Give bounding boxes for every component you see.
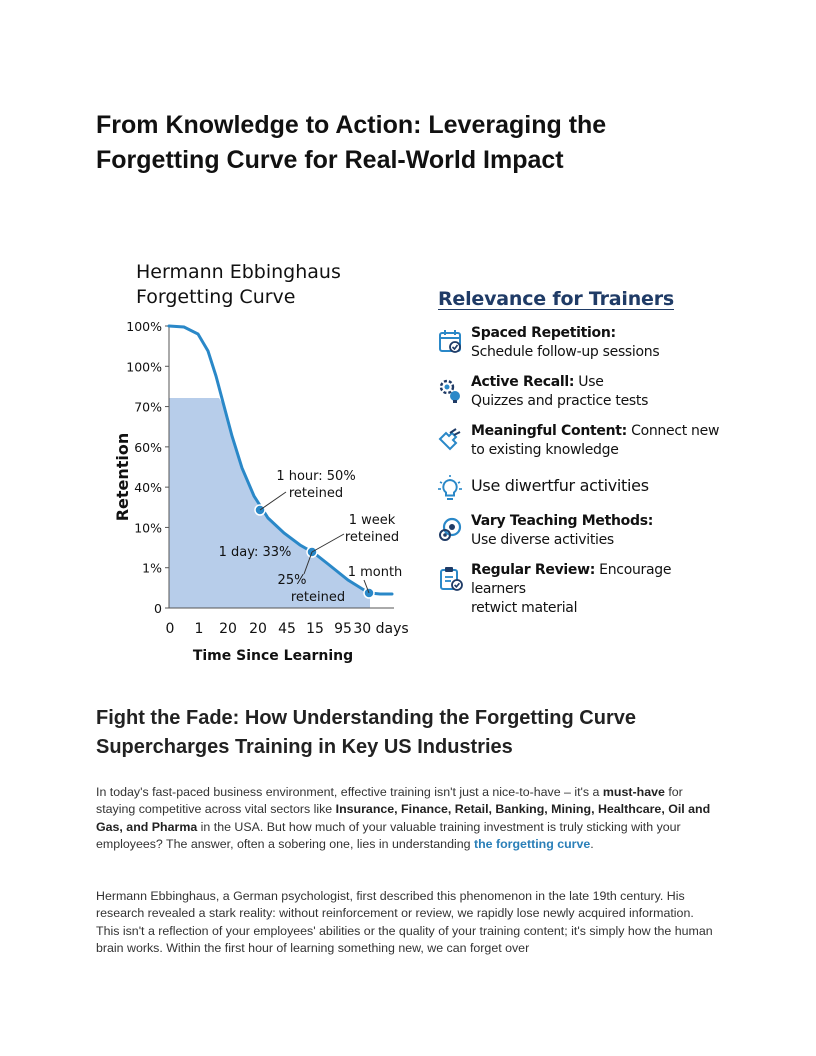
x-axis-label: Time Since Learning: [192, 648, 354, 664]
text-segment: in the USA. But how much of your valuable training investment is truly sticking with your employees? The answer, often a sobering one, lies in understanding: [96, 819, 681, 852]
y-tick-label: 40%: [134, 480, 162, 496]
leader-line: [260, 492, 286, 510]
trainers-panel: [436, 288, 726, 629]
x-tick-label: 20: [219, 621, 237, 637]
tip-line2: Schedule follow-up sessions: [471, 344, 660, 360]
tip-line1: [471, 512, 726, 531]
tip-line1: [471, 422, 726, 441]
tip-heading: Vary Teaching Methods:: [471, 513, 654, 529]
chart-title-line1: Hermann Ebbinghaus: [136, 261, 341, 283]
annotation-label: reteined: [290, 590, 346, 605]
y-tick-label: 100%: [126, 359, 162, 375]
y-tick-label: 60%: [134, 439, 162, 455]
gear-lightbulb-icon: [436, 376, 464, 404]
tips-list: [436, 324, 726, 618]
y-tick-label: 70%: [134, 399, 162, 415]
annotation-label: reteined: [344, 530, 400, 545]
y-tick-label: 10%: [134, 520, 162, 536]
tip-item: [436, 512, 726, 550]
x-tick-label: 95: [334, 621, 352, 637]
page-title: From Knowledge to Action: Leveraging the Forgetting Curve for Real-World Impact: [96, 111, 607, 174]
y-tick-label: 0: [154, 601, 162, 616]
text-segment: In today's fast-paced business environment, effective training isn't just a nice-to-have – it's a: [96, 785, 603, 799]
person-gears-icon: [436, 515, 464, 543]
lightbulb-icon: [436, 474, 464, 502]
tip-text: [471, 422, 726, 460]
tip-text: [471, 373, 726, 411]
annotation-label: 1 month: [347, 565, 403, 580]
tip-line2: Use diverse activities: [471, 532, 614, 548]
forgetting-curve-infographic: [108, 196, 724, 674]
y-tick-label: 100%: [126, 319, 162, 334]
tip-rest: Encourage learners: [471, 562, 672, 597]
tip-heading: Regular Review:: [471, 562, 596, 578]
annotation-label: 1 week: [348, 513, 396, 528]
x-tick-label: 0: [165, 621, 175, 637]
tip-line2: to existing knowledge: [471, 442, 619, 458]
tip-heading: Spaced Repetition:: [471, 325, 616, 341]
y-tick-label: 1%: [142, 560, 162, 576]
text-segment: .: [590, 837, 594, 852]
annotation-label: 1 hour: 50%: [276, 469, 356, 484]
forgetting-curve-chart: [108, 196, 428, 674]
tip-line1: [471, 324, 726, 343]
leader-line: [312, 534, 344, 552]
annotation-label: 1 day: 33%: [218, 545, 292, 560]
tip-text: [471, 324, 726, 362]
y-axis-label: Retention: [113, 432, 132, 522]
annotation-label: 25%: [277, 573, 307, 588]
tip-text: [471, 512, 726, 550]
tip-item: [436, 561, 726, 618]
tip-rest: Connect new: [626, 423, 720, 439]
bold-segment: must-have: [602, 785, 665, 799]
puzzle-hand-icon: [436, 425, 464, 453]
x-tick-label: 15: [306, 621, 324, 637]
industries-list: Insurance, Finance, Retail, Banking, Mining, Healthcare, Oil and Gas, and Pharma: [96, 802, 711, 834]
tip-item: [436, 471, 726, 501]
intro-paragraph: [96, 784, 720, 854]
chart-title-line2: Forgetting Curve: [136, 286, 296, 308]
tip-rest: Use diwertfur activities: [471, 476, 649, 495]
tip-line1: [471, 561, 726, 599]
annotation-label: reteined: [288, 486, 344, 501]
tip-text: [471, 561, 726, 618]
tip-line1: [471, 476, 726, 497]
tip-item: [436, 373, 726, 411]
tip-text: [471, 471, 726, 497]
forgetting-curve-link[interactable]: the forgetting curve: [473, 837, 591, 852]
x-tick-label: 1: [194, 621, 204, 637]
tip-line2: Quizzes and practice tests: [471, 393, 649, 409]
section-heading: Fight the Fade: How Understanding the Forgetting Curve Supercharges Training in Key US Industries: [96, 707, 636, 758]
clipboard-check-icon: [436, 564, 464, 592]
ebbinghaus-paragraph: Hermann Ebbinghaus, a German psychologist, first described this phenomenon in the late 19th century. His research revealed a stark reality: without reinforcement or review, we rapidly lose newly acquired information. This isn't a reflection of your employees' abilities or the quality of your training content; it's simply how the human brain works. Within the first hour of learning something new, we can forget over: [96, 889, 713, 956]
text-segment: for staying competitive across vital sectors like: [96, 785, 683, 817]
calendar-icon: [436, 327, 464, 355]
tip-rest: Use: [574, 374, 604, 390]
tip-line2: retwict material: [471, 600, 578, 616]
tip-heading: Meaningful Content:: [471, 423, 627, 439]
tip-item: [436, 422, 726, 460]
x-tick-label: 45: [278, 621, 296, 637]
x-tick-label: 30 days: [353, 621, 409, 637]
panel-title: Relevance for Trainers: [438, 288, 674, 310]
tip-heading: Active Recall:: [471, 374, 575, 390]
tip-item: [436, 324, 726, 362]
tip-line1: [471, 373, 726, 392]
x-tick-label: 20: [249, 621, 267, 637]
